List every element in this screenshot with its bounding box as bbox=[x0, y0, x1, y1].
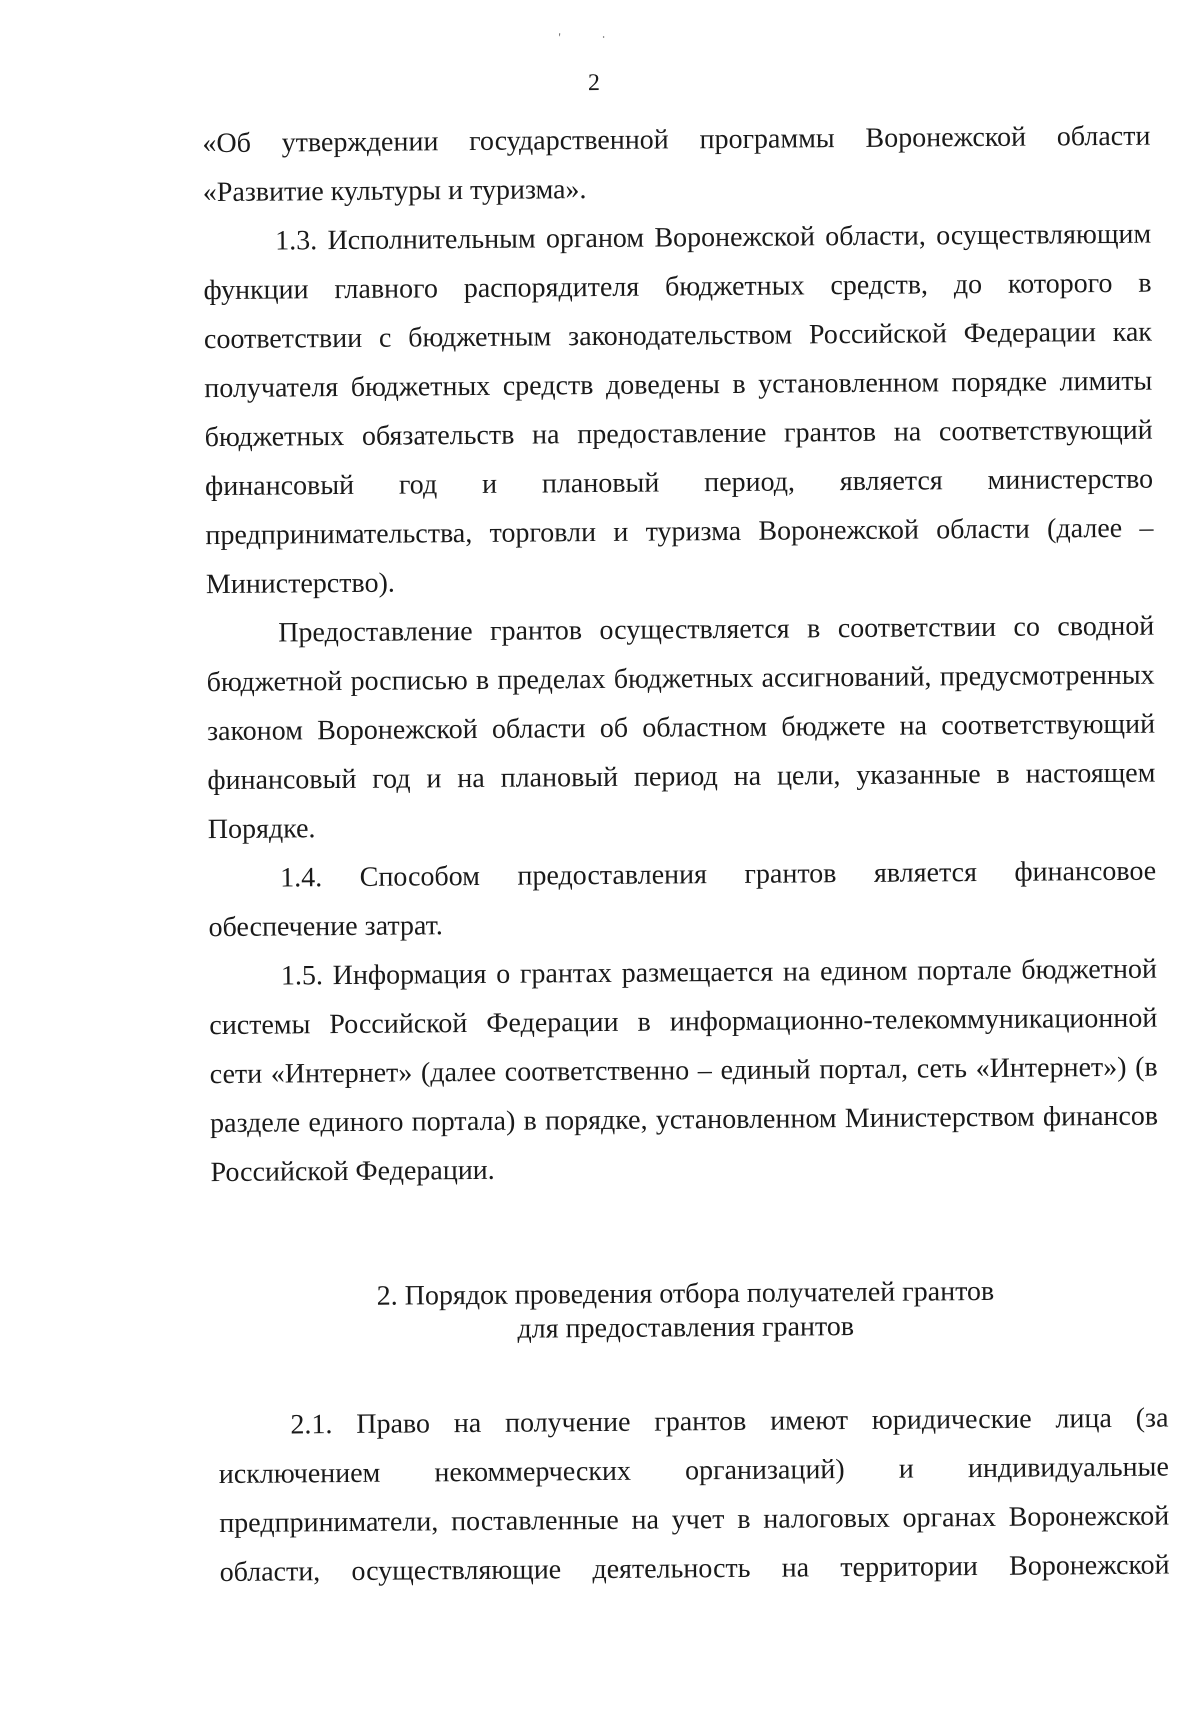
paragraph-2-1: 2.1. Право на получение грантов имеют юридические лица (за исключением некоммерческих организаций) и индивидуальные предприниматели, поставленные на учет в налоговых органах Воронежской области, осуществляющие деятельность на территории Воронежской bbox=[218, 1402, 1170, 1589]
paragraph-program-reference: «Об утверждении государственной программы Воронежской области «Развитие культуры и туризма». bbox=[202, 120, 1151, 209]
paragraph-grant-provision: Предоставление грантов осуществляется в соответствии со сводной бюджетной росписью в пределах бюджетных ассигнований, предусмотренных законом Воронежской области об областном бюджете на соответствующий финансовый год и на плановый период на цели, указанные в настоящем Порядке. bbox=[206, 610, 1156, 846]
section-heading-line: для предоставления грантов bbox=[517, 1311, 855, 1345]
paragraph-1-3: 1.3. Исполнительным органом Воронежской области, осуществляющим функции главного распорядителя бюджетных средств, до которого в соответствии с бюджетным законодательством Российской Федерации как получателя бюджетных средств доведены в установленном порядке лимиты бюджетных обязательств на предоставление грантов на соответствующий финансовый год и плановый период, является министерство предпринимательства, торговли и туризма Воронежской области (далее – Министерство). bbox=[203, 218, 1154, 601]
section-heading bbox=[211, 1274, 1160, 1349]
section-body bbox=[218, 1394, 1170, 1646]
paragraph-1-4: 1.4. Способом предоставления грантов является финансовое обеспечение затрат. bbox=[208, 855, 1157, 944]
document-body bbox=[202, 112, 1158, 1197]
page-number: 2 bbox=[587, 69, 601, 97]
section-heading-line: 2. Порядок проведения отбора получателей грантов bbox=[376, 1275, 995, 1312]
paragraph-1-5: 1.5. Информация о грантах размещается на едином портале бюджетной системы Российской Федерации в информационно-телекоммуникационной сети «Интернет» (далее соответственно – единый портал, сеть «Интернет») (в разделе единого портала) в порядке, установленном Министерством финансов Российской Федерации. bbox=[209, 953, 1159, 1189]
scan-artifact-mark: · bbox=[601, 29, 606, 44]
scan-artifact-mark: ' bbox=[558, 30, 561, 45]
